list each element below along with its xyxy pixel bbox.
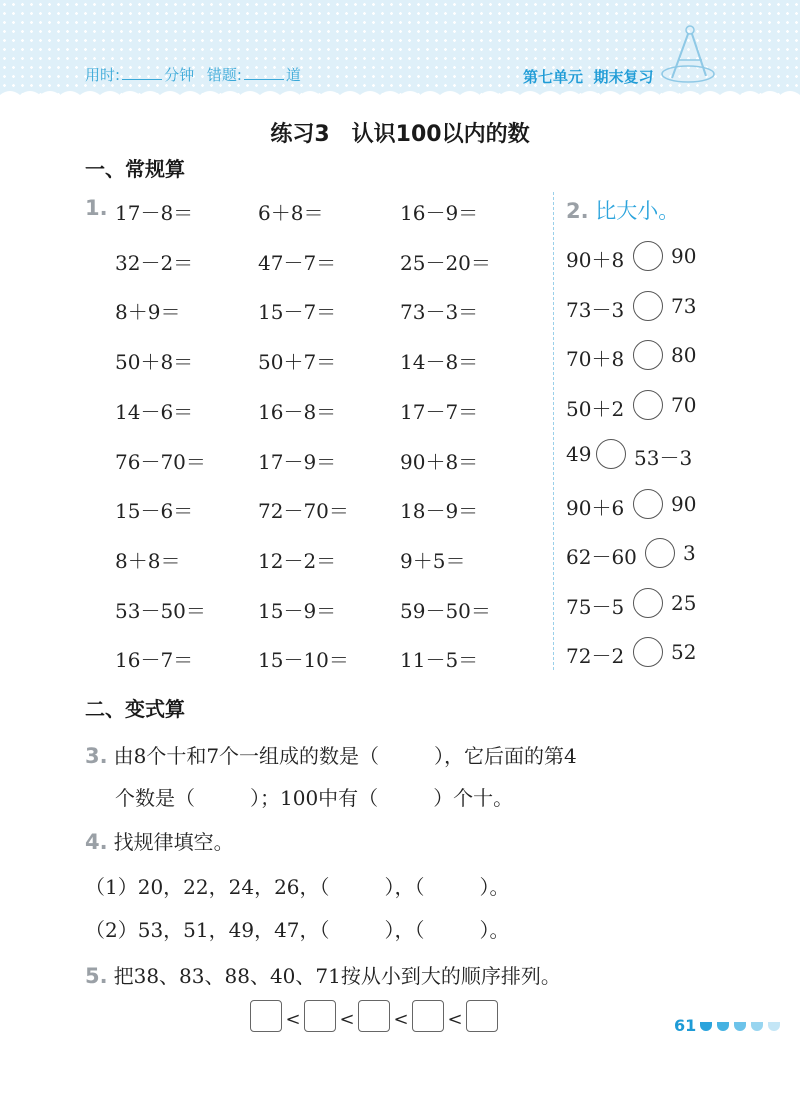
equation-item: 14－6＝ — [115, 399, 194, 424]
section-heading-2: 二、变式算 — [85, 697, 185, 721]
ordering-boxes — [250, 1000, 498, 1032]
dashed-divider — [553, 192, 554, 670]
equation-item: 72－70＝ — [258, 499, 349, 524]
time-error-record: 用时: 分钟 错题: 道 — [85, 66, 301, 84]
equation-item: 16－7＝ — [115, 648, 194, 673]
equation-item: 59－50＝ — [400, 598, 491, 623]
section-heading-1: 一、常规算 — [85, 157, 185, 181]
header-wave-edge — [0, 87, 800, 103]
equation-item: 50＋8＝ — [115, 350, 194, 375]
equation-item: 11－5＝ — [400, 648, 479, 673]
compare-right: 90 — [671, 244, 697, 268]
compare-circle[interactable] — [633, 390, 663, 420]
compare-circle[interactable] — [633, 291, 663, 321]
equation-item: 6＋8＝ — [258, 201, 324, 225]
compare-circle[interactable] — [633, 637, 663, 667]
equation-item: 18－9＝ — [400, 499, 479, 524]
compare-circle[interactable] — [645, 538, 675, 568]
compare-circle[interactable] — [633, 588, 663, 618]
equation-item: 32－2＝ — [115, 250, 194, 275]
unit-label: 第七单元 期末复习 — [523, 68, 654, 86]
question-2-heading: 2. 比大小。 — [566, 199, 680, 223]
decor-drop-icon — [700, 1022, 712, 1031]
question-1-number: 1. — [85, 196, 108, 220]
question-3-line-1: 3. 由8个十和7个一组成的数是（ ），它后面的第4 — [85, 744, 577, 768]
compare-circle[interactable] — [633, 489, 663, 519]
equation-item: 14－8＝ — [400, 350, 479, 375]
decor-drop-icon — [717, 1022, 729, 1031]
less-than-sign: < — [447, 1008, 463, 1030]
compare-left: 72－2 — [566, 644, 625, 668]
equation-item: 15－7＝ — [258, 300, 337, 325]
answer-box[interactable] — [412, 1000, 444, 1032]
compare-left: 62－60 — [566, 545, 637, 569]
compare-right: 70 — [671, 392, 697, 417]
less-than-sign: < — [285, 1008, 301, 1030]
equation-item: 90＋8＝ — [400, 449, 479, 474]
question-4-heading: 4. 找规律填空。 — [85, 830, 234, 854]
equation-item: 15－10＝ — [258, 648, 349, 673]
equation-item: 15－6＝ — [115, 499, 194, 524]
compare-circle[interactable] — [633, 241, 663, 271]
equation-item: 50＋7＝ — [258, 350, 337, 375]
compare-right: 73 — [671, 293, 697, 318]
compare-left: 90＋8 — [566, 248, 625, 272]
compare-right: 53－3 — [634, 446, 693, 470]
decor-drop-icon — [751, 1022, 763, 1031]
question-3-line-2: 个数是（ ）；100中有（ ）个十。 — [115, 786, 514, 810]
equation-item: 53－50＝ — [115, 598, 206, 623]
decor-drop-icon — [734, 1022, 746, 1031]
compare-left: 73－3 — [566, 297, 625, 322]
equation-item: 17－9＝ — [258, 449, 337, 474]
equation-item: 17－7＝ — [400, 399, 479, 424]
compare-circle[interactable] — [633, 340, 663, 370]
compare-left: 50＋2 — [566, 396, 625, 421]
equation-item: 9＋5＝ — [400, 548, 466, 573]
equation-item: 16－8＝ — [258, 399, 337, 424]
compare-left: 49 — [566, 442, 592, 466]
answer-box[interactable] — [466, 1000, 498, 1032]
question-5-heading: 5. 把38、83、88、40、71按从小到大的顺序排列。 — [85, 964, 561, 988]
compare-left: 70＋8 — [566, 347, 625, 371]
less-than-sign: < — [393, 1008, 409, 1030]
less-than-sign: < — [339, 1008, 355, 1030]
equation-item: 25－20＝ — [400, 250, 491, 275]
question-4-part-2: （2）53，51，49，47，（ ），（ ）。 — [85, 918, 510, 942]
compare-right: 3 — [683, 541, 696, 565]
equation-item: 17－8＝ — [115, 201, 194, 225]
equation-item: 16－9＝ — [400, 201, 479, 225]
equation-item: 76－70＝ — [115, 449, 206, 474]
equation-item: 73－3＝ — [400, 300, 479, 325]
answer-box[interactable] — [304, 1000, 336, 1032]
equation-item: 47－7＝ — [258, 250, 337, 275]
equation-item: 12－2＝ — [258, 548, 337, 573]
compare-circle[interactable] — [596, 439, 626, 469]
compare-left: 75－5 — [566, 594, 625, 619]
compare-right: 80 — [671, 343, 697, 367]
equation-item: 8＋9＝ — [115, 300, 181, 325]
compare-right: 25 — [671, 590, 697, 615]
equation-item: 15－9＝ — [258, 598, 337, 623]
page-title: 练习3 认识100以内的数 — [270, 122, 530, 147]
compass-icon — [660, 22, 720, 87]
compare-left: 90＋6 — [566, 495, 625, 520]
answer-box[interactable] — [358, 1000, 390, 1032]
question-4-part-1: （1）20，22，24，26，（ ），（ ）。 — [85, 875, 510, 899]
compare-right: 52 — [671, 640, 697, 664]
answer-box[interactable] — [250, 1000, 282, 1032]
decor-drop-icon — [768, 1022, 780, 1031]
page-header — [0, 0, 800, 95]
page-number: 61 — [674, 1016, 697, 1035]
compare-right: 90 — [671, 491, 697, 516]
equation-item: 8＋8＝ — [115, 548, 181, 573]
